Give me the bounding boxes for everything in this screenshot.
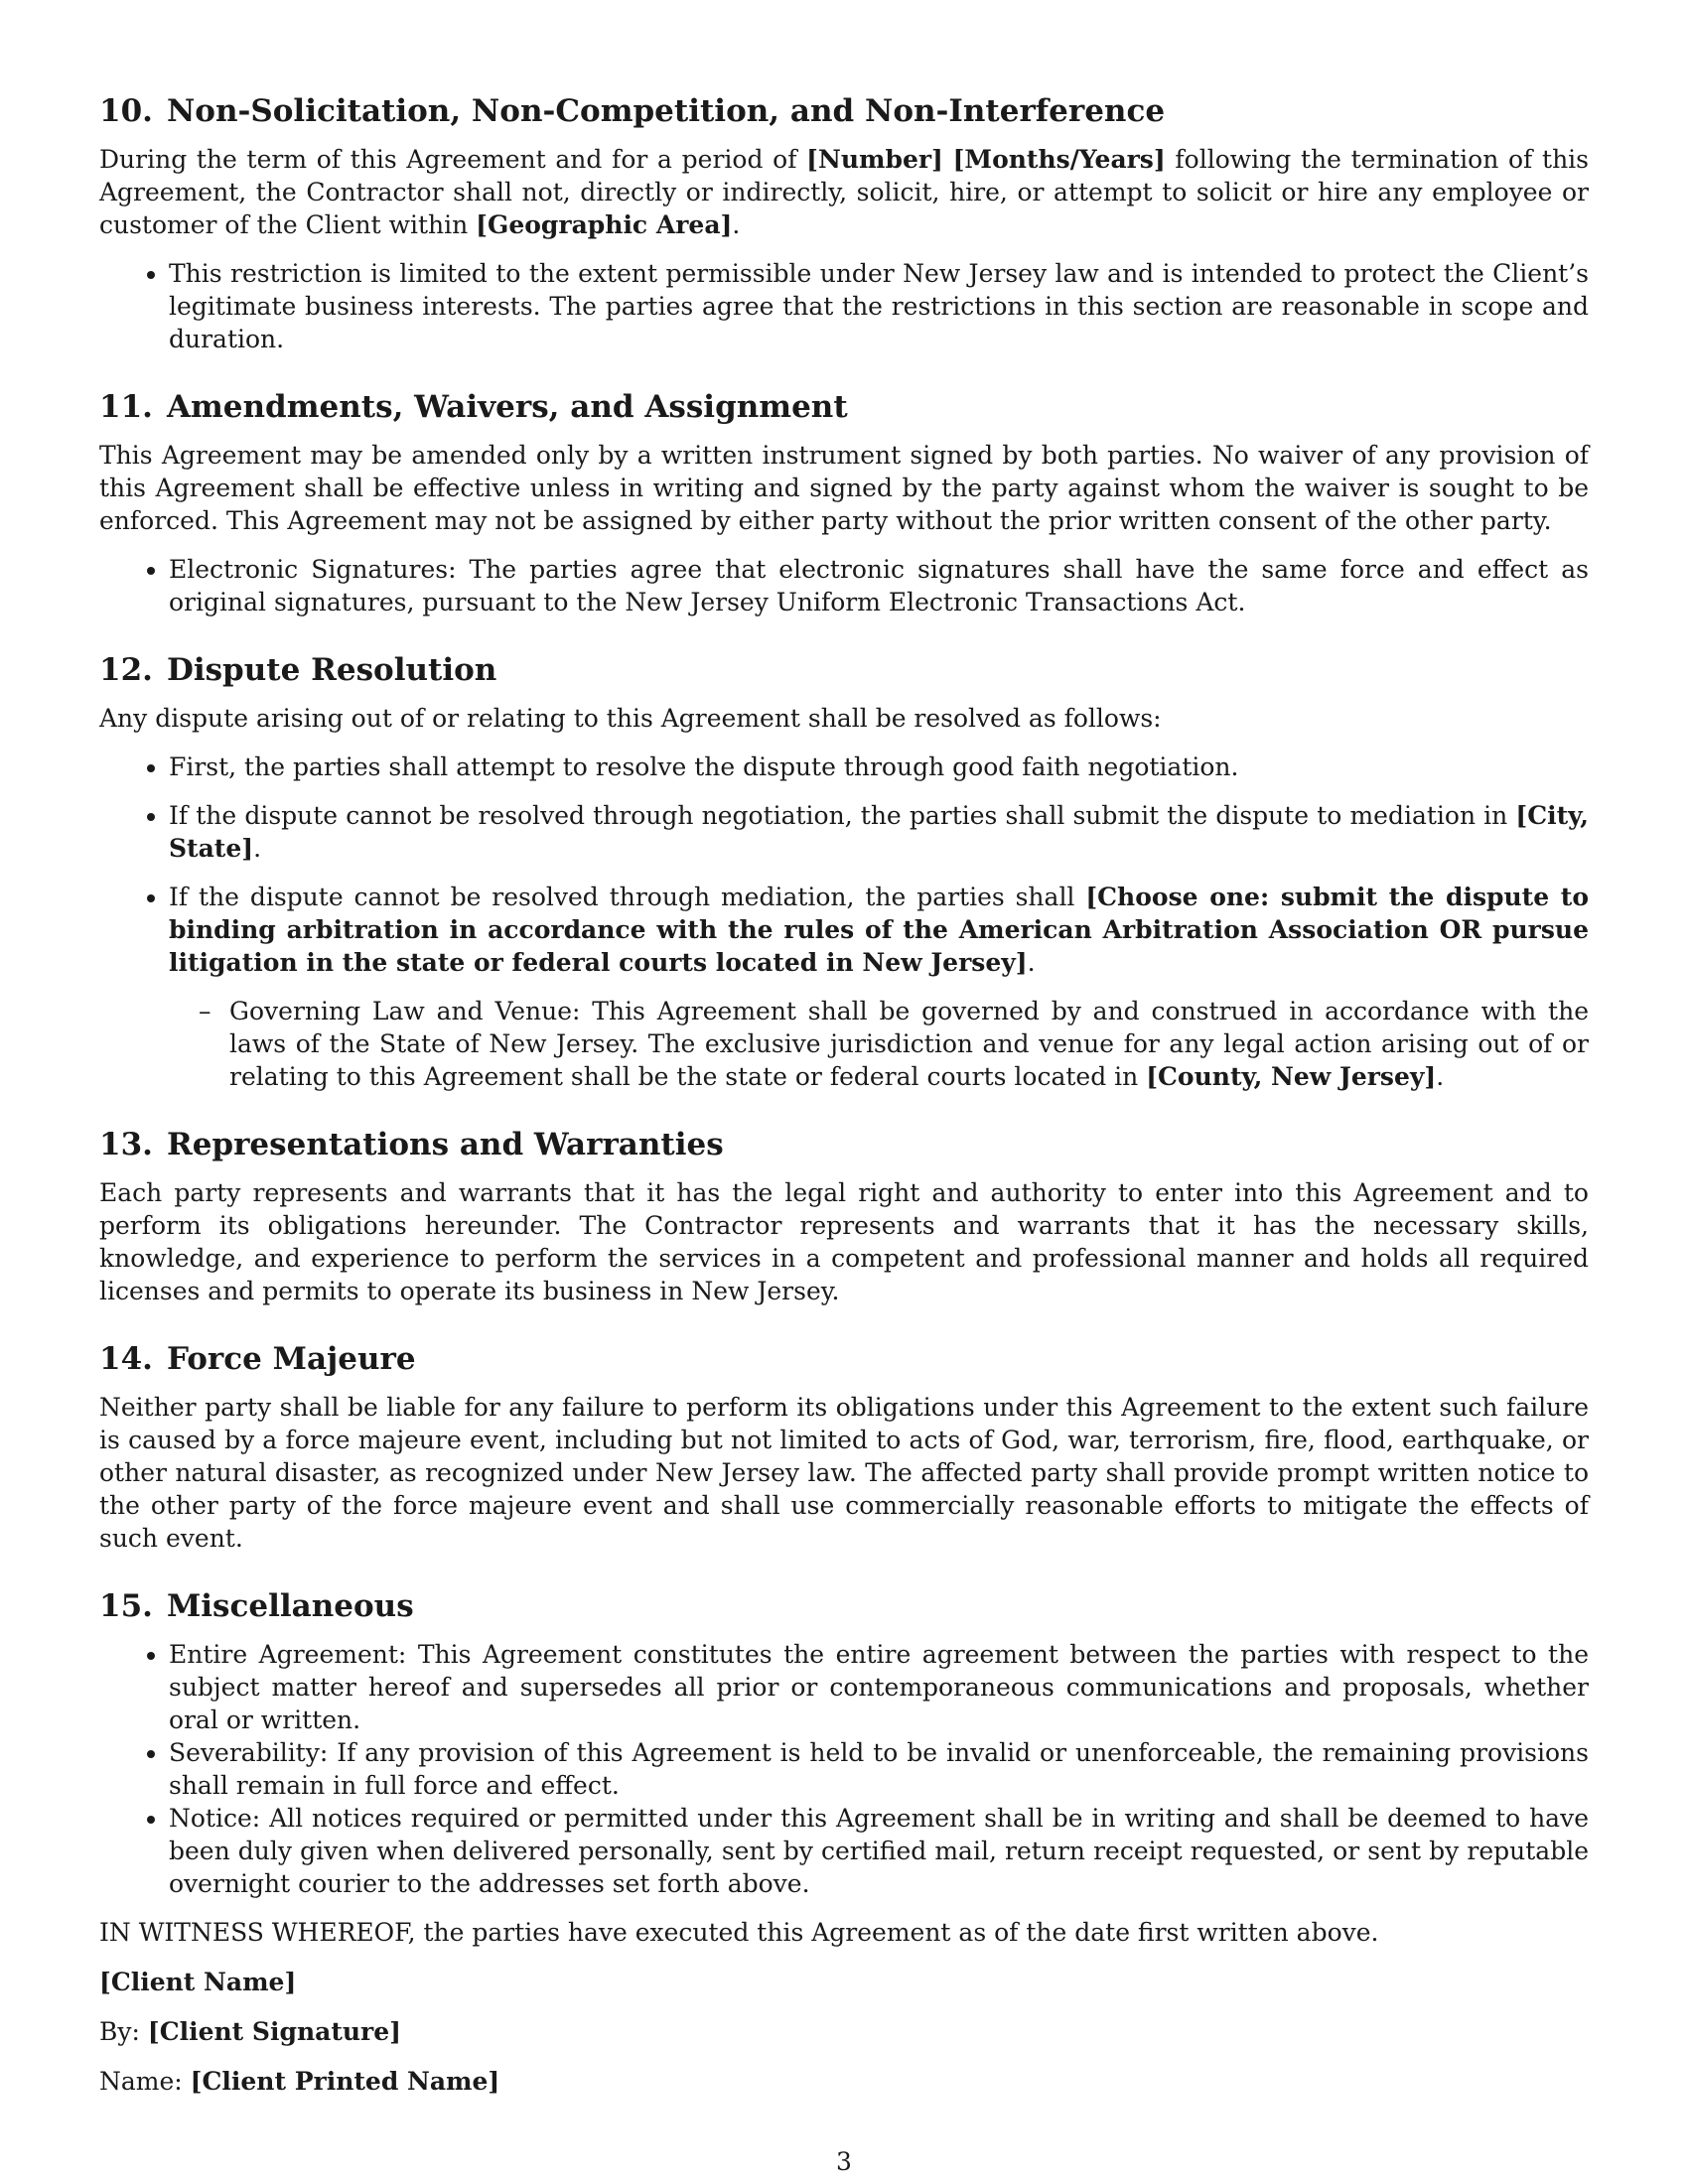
section-heading: 14. Force Majeure bbox=[99, 1341, 416, 1377]
list-item: • Entire Agreement: This Agreement constitutes the entire agreement between the parties with respect to the subject matter hereof and supersedes all prior or contemporaneous communications and proposals, whether oral or written. bbox=[169, 1638, 1589, 1736]
section-10 bbox=[99, 91, 1589, 355]
list-item: • Severability: If any provision of this Agreement is held to be invalid or unenforceable, the remaining provisions shall remain in full force and effect. bbox=[169, 1736, 1589, 1802]
section-paragraph: Any dispute arising out of or relating to this Agreement shall be resolved as follows: bbox=[99, 704, 1162, 733]
section-paragraph: This Agreement may be amended only by a written instrument signed by both parties. No waiver of any provision of this Agreement shall be effective unless in writing and signed by the party against whom the waiver is sought to be enforced. This Agreement may not be assigned by either party without the prior written consent of the other party. bbox=[99, 441, 1589, 535]
placeholder-choose-one: [Choose one: submit the dispute to binding arbitration in accordance with the rules of the American Arbitration Association OR pursue litigation in the state or federal courts located in New Jersey] bbox=[169, 883, 1589, 977]
section-paragraph: During the term of this Agreement and for a period of [Number] [Months/Years] following the termination of this Agreement, the Contractor shall not, directly or indirectly, solicit, hire, or attempt to solicit or hire any employee or customer of the Client within [Geographic Area]. bbox=[99, 145, 1589, 239]
section-paragraph: Neither party shall be liable for any failure to perform its obligations under this Agreement to the extent such failure is caused by a force majeure event, including but not limited to acts of God, war, terrorism, fire, flood, earthquake, or other natural disaster, as recognized under New Jersey law. The affected party shall provide prompt written notice to the other party of the force majeure event and shall use commercially reasonable efforts to mitigate the effects of such event. bbox=[99, 1393, 1589, 1553]
list-item: • If the dispute cannot be resolved through negotiation, the parties shall submit the dispute to mediation in [City, State]. bbox=[169, 799, 1589, 865]
section-heading: 12. Dispute Resolution bbox=[99, 652, 497, 688]
section-14 bbox=[99, 1339, 1589, 1555]
list-item: • Electronic Signatures: The parties agree that electronic signatures shall have the same force and effect as original signatures, pursuant to the New Jersey Uniform Electronic Transactions Act. bbox=[169, 553, 1589, 618]
bullet-list bbox=[99, 553, 1589, 618]
placeholder-number: [Number] bbox=[806, 145, 943, 174]
placeholder-geographic-area: [Geographic Area] bbox=[476, 210, 733, 239]
list-item: • Notice: All notices required or permitted under this Agreement shall be in writing and shall be deemed to have been duly given when delivered personally, sent by certified mail, return receipt requested, or sent by reputable overnight courier to the addresses set forth above. bbox=[169, 1802, 1589, 1900]
sub-list-item: – Governing Law and Venue: This Agreement shall be governed by and construed in accordance with the laws of the State of New Jersey. The exclusive jurisdiction and venue for any legal action arising out of or relating to this Agreement shall be the state or federal courts located in [County, New Jersey]. bbox=[229, 995, 1589, 1093]
bullet-list bbox=[99, 1638, 1589, 1900]
section-13 bbox=[99, 1125, 1589, 1307]
section-heading: 10. Non-Solicitation, Non-Competition, and Non-Interference bbox=[99, 93, 1166, 129]
bullet-list bbox=[99, 257, 1589, 355]
placeholder-city-state: [City, State] bbox=[169, 801, 1589, 863]
list-item: • This restriction is limited to the extent permissible under New Jersey law and is intended to protect the Client’s legitimate business interests. The parties agree that the restrictions in this section are reasonable in scope and duration. bbox=[169, 257, 1589, 355]
list-item: • First, the parties shall attempt to resolve the dispute through good faith negotiation. bbox=[169, 751, 1589, 783]
bullet-list bbox=[99, 751, 1589, 1093]
witness-statement: IN WITNESS WHEREOF, the parties have executed this Agreement as of the date first written above. bbox=[99, 1918, 1379, 1947]
placeholder-months-years: [Months/Years] bbox=[952, 145, 1166, 174]
client-name-line: [Client Name] bbox=[99, 1968, 297, 1996]
section-paragraph: Each party represents and warrants that it has the legal right and authority to enter into this Agreement and to perform its obligations hereunder. The Contractor represents and warrants that it has the necessary skills, knowledge, and experience to perform the services in a competent and professional manner and holds all required licenses and permits to operate its business in New Jersey. bbox=[99, 1178, 1589, 1305]
section-heading: 11. Amendments, Waivers, and Assignment bbox=[99, 389, 848, 425]
section-12 bbox=[99, 650, 1589, 1093]
signature-block bbox=[99, 1916, 1589, 2098]
section-11 bbox=[99, 387, 1589, 618]
client-signature-line: By: [Client Signature] bbox=[99, 2017, 401, 2046]
list-item: • If the dispute cannot be resolved through mediation, the parties shall [Choose one: submit the dispute to binding arbitration in accordance with the rules of the American Arbitration Association OR pursue litigation in the state or federal courts located in New Jersey]. – Governing Law and Venue: This Agreement shall be governed by and construed in accordance with the laws of the State of New Jersey. The exclusive jurisdiction and venue for any legal action arising out of or relating to this Agreement shall be the state or federal courts located in [County, New Jersey]. bbox=[169, 881, 1589, 1093]
page-number: 3 bbox=[836, 2147, 852, 2176]
client-printed-name-line: Name: [Client Printed Name] bbox=[99, 2067, 500, 2096]
section-15 bbox=[99, 1586, 1589, 1900]
sub-list bbox=[169, 995, 1589, 1093]
document-page bbox=[99, 91, 1589, 2115]
placeholder-county: [County, New Jersey] bbox=[1146, 1062, 1437, 1091]
section-heading: 13. Representations and Warranties bbox=[99, 1127, 724, 1162]
section-heading: 15. Miscellaneous bbox=[99, 1588, 414, 1624]
